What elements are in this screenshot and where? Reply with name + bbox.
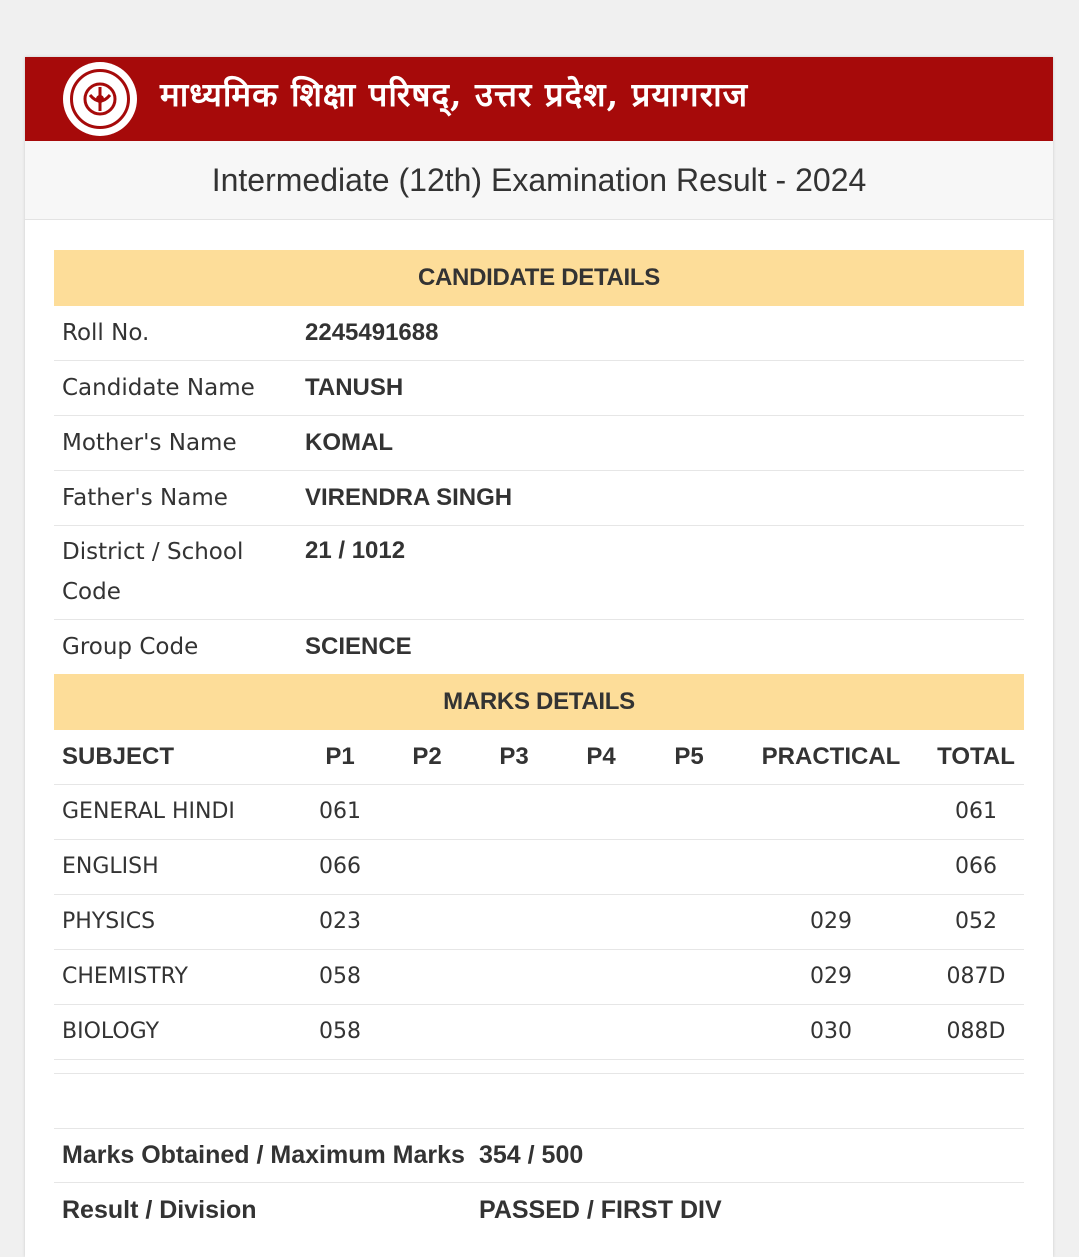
district-school-value: 21 / 1012 xyxy=(305,537,406,564)
subject-cell: GENERAL HINDI xyxy=(62,799,235,824)
candidate-name-label: Candidate Name xyxy=(62,375,255,401)
result-division-row xyxy=(54,1183,1024,1238)
table-row xyxy=(54,895,1024,950)
result-division-label: Result / Division xyxy=(62,1196,257,1224)
total-cell: 061 xyxy=(955,799,997,824)
mother-name-value: KOMAL xyxy=(305,429,393,456)
candidate-name-value: TANUSH xyxy=(305,374,404,401)
roll-number-row xyxy=(54,306,1024,361)
column-header-p4: P4 xyxy=(586,743,616,770)
marks-details-heading: MARKS DETAILS xyxy=(54,674,1024,730)
group-code-row xyxy=(54,620,1024,675)
column-header-p1: P1 xyxy=(325,743,355,770)
marks-obtained-value: 354 / 500 xyxy=(479,1141,584,1169)
board-seal-icon xyxy=(63,62,137,136)
practical-cell: 029 xyxy=(810,964,852,989)
p1-cell: 061 xyxy=(319,799,361,824)
total-cell: 052 xyxy=(955,909,997,934)
father-name-row xyxy=(54,471,1024,526)
total-cell: 087D xyxy=(946,964,1006,989)
practical-cell xyxy=(751,785,911,839)
column-header-total: TOTAL xyxy=(937,743,1015,770)
column-header-subject: SUBJECT xyxy=(62,743,175,770)
marks-obtained-row xyxy=(54,1128,1024,1183)
practical-cell: 030 xyxy=(810,1019,852,1044)
mother-name-row xyxy=(54,416,1024,471)
table-divider xyxy=(54,1060,1024,1074)
father-name-value: VIRENDRA SINGH xyxy=(305,484,513,511)
practical-cell: 029 xyxy=(810,909,852,934)
result-card xyxy=(25,57,1053,1257)
total-cell: 066 xyxy=(955,854,997,879)
p1-cell: 058 xyxy=(319,964,361,989)
p1-cell: 023 xyxy=(319,909,361,934)
practical-cell xyxy=(751,840,911,894)
board-banner xyxy=(25,57,1053,141)
subject-cell: CHEMISTRY xyxy=(62,964,188,989)
father-name-label: Father's Name xyxy=(62,485,228,511)
p1-cell: 058 xyxy=(319,1019,361,1044)
roll-number-value: 2245491688 xyxy=(305,319,439,346)
column-header-p5: P5 xyxy=(674,743,704,770)
p1-cell: 066 xyxy=(319,854,361,879)
marks-table-header xyxy=(54,730,1024,785)
column-header-practical: PRACTICAL xyxy=(761,743,901,770)
total-cell: 088D xyxy=(946,1019,1006,1044)
mother-name-label: Mother's Name xyxy=(62,430,237,456)
district-school-label-line1: District / School xyxy=(62,539,244,565)
exam-title: Intermediate (12th) Examination Result - 2024 xyxy=(211,161,867,198)
exam-title-bar xyxy=(25,141,1053,220)
column-header-p3: P3 xyxy=(499,743,529,770)
candidate-details-heading: CANDIDATE DETAILS xyxy=(54,250,1024,306)
board-name: माध्यमिक शिक्षा परिषद्, उत्तर प्रदेश, प्रयागराज xyxy=(160,75,749,114)
district-school-row xyxy=(54,526,1024,620)
table-row xyxy=(54,950,1024,1005)
subject-cell: PHYSICS xyxy=(62,909,156,934)
candidate-name-row xyxy=(54,361,1024,416)
district-school-label-line2: Code xyxy=(62,579,121,605)
result-division-value: PASSED / FIRST DIV xyxy=(479,1196,722,1224)
subject-cell: BIOLOGY xyxy=(62,1019,160,1044)
table-row xyxy=(54,785,1024,840)
marks-obtained-label: Marks Obtained / Maximum Marks xyxy=(62,1141,465,1169)
subject-cell: ENGLISH xyxy=(62,854,159,879)
column-header-p2: P2 xyxy=(412,743,442,770)
roll-number-label: Roll No. xyxy=(62,320,150,346)
table-row xyxy=(54,1005,1024,1060)
group-code-value: SCIENCE xyxy=(305,633,412,660)
table-row xyxy=(54,840,1024,895)
group-code-label: Group Code xyxy=(62,634,199,660)
